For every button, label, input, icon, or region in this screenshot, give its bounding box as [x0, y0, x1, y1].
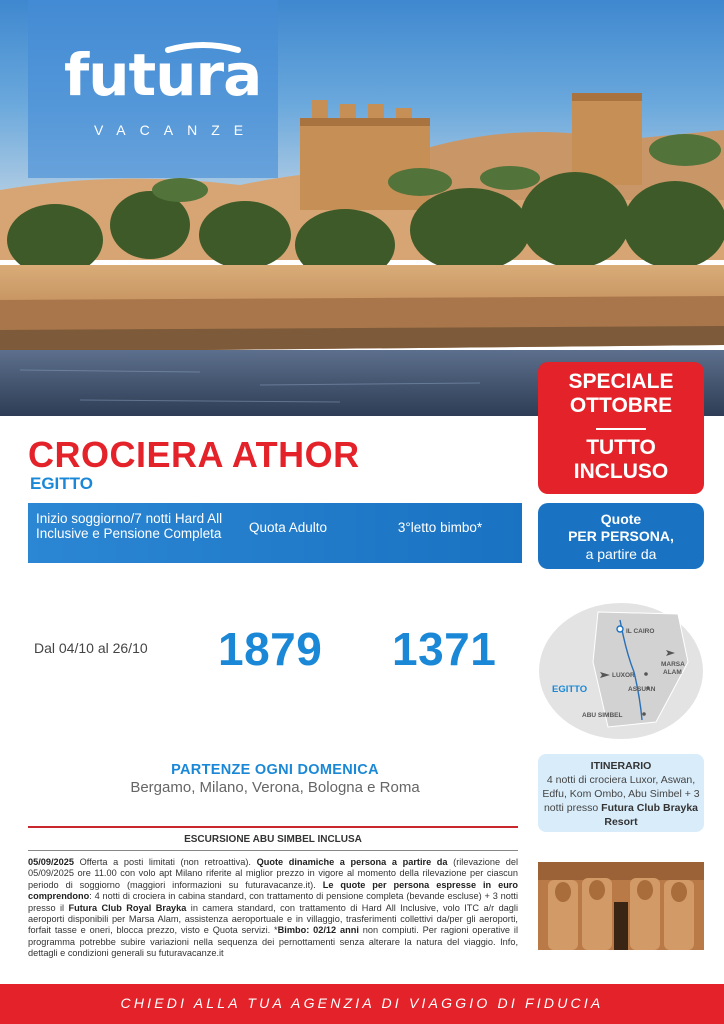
fine-print-text-1: Offerta a posti limitati (non retroattiva).	[73, 857, 257, 867]
map-country-label: EGITTO	[552, 684, 588, 695]
map-city-abu-simbel: ABU SIMBEL	[582, 712, 623, 719]
fine-print-bold-3: Futura Club Royal Brayka	[68, 902, 187, 913]
abu-simbel-photo	[538, 862, 704, 950]
special-divider	[596, 428, 646, 430]
excursion-label: ESCURSIONE ABU SIMBEL INCLUSA	[184, 834, 362, 845]
fine-print-text-3: : 4 notti di crociera in cabina standard, con trattamento di pensione completa (bevande escluse) + 3 notti presso il	[28, 891, 518, 913]
svg-text:ALAM: ALAM	[663, 669, 682, 676]
itinerary-text: 4 notti di crociera Luxor, Aswan, Edfu, Kom Ombo, Abu Simbel + 3 notti presso	[542, 774, 700, 814]
destination-subtitle: EGITTO	[30, 474, 93, 493]
departures-section	[28, 762, 522, 796]
footer-banner	[0, 984, 724, 1024]
map-city-luxor: LUXOR	[612, 672, 635, 679]
itinerary-box	[538, 754, 704, 832]
fine-print-date: 05/09/2025	[28, 857, 74, 867]
fine-print-text-5: non compiuti. Per ragioni operative il programma potrebbe subire variazioni nella sequenza dei pernottamenti senza alterare la natura del viaggio. Info, dettagli e condizioni generali su futuravacanze.it	[28, 925, 518, 959]
logo-wordmark: futura	[64, 41, 262, 109]
page-title: CROCIERA ATHOR	[28, 434, 360, 475]
itinerary-title: ITINERARIO	[590, 760, 652, 772]
fine-print	[28, 857, 518, 960]
fine-print-text-4: in camera standard, con trattamento di Hard All Inclusive, volo ITC a/r dagli aeroporti disponibili per Marsa Alam, assistenza aeroportuale e in villaggio, trasferimenti collettivi da/per gli aeroporti, forfait tasse e oneri, blocca prezzo, visto e Quota servizi. *	[28, 902, 518, 936]
logo-subtitle: VACANZE	[94, 122, 258, 138]
adult-price: 1879	[218, 623, 323, 675]
all-inclusive-label: TUTTO INCLUSO	[573, 436, 669, 483]
date-range: Dal 04/10 al 26/10	[34, 640, 148, 656]
egypt-map	[538, 602, 704, 740]
starting-from-label: a partire da	[585, 546, 657, 562]
cairo-marker	[617, 626, 623, 632]
luxor-marker	[644, 672, 648, 676]
map-city-cairo: IL CAIRO	[626, 628, 655, 635]
fine-print-bold-1: Quote dinamiche a persona a partire da	[256, 857, 448, 867]
child-price: 1371	[392, 623, 497, 675]
fine-print-bold-4: Bimbo: 02/12 anni	[277, 925, 359, 936]
section-divider-red	[28, 826, 518, 828]
per-person-label: PER PERSONA,	[568, 528, 674, 544]
stay-info-label: Inizio soggiorno/7 notti Hard All Inclusive e Pensione Completa	[36, 511, 223, 541]
svg-text:MARSA: MARSA	[661, 661, 685, 668]
abu-simbel-marker	[642, 712, 646, 716]
abu-simbel-illustration	[538, 862, 704, 950]
quote-label: Quote	[600, 511, 642, 527]
departures-title: PARTENZE OGNI DOMENICA	[171, 762, 379, 778]
footer-text: CHIEDI ALLA TUA AGENZIA DI VIAGGIO DI FIDUCIA	[120, 995, 604, 1011]
pricing-header-bar	[28, 503, 522, 563]
map-city-marsa-alam	[661, 661, 685, 676]
fine-print-bold-2: Le quote per persona espresse in euro comprendono	[28, 879, 518, 902]
child-quote-label: 3°letto bimbo*	[397, 520, 483, 535]
departure-cities: Bergamo, Milano, Verona, Bologna e Roma	[130, 779, 420, 796]
brand-logo	[28, 0, 278, 178]
per-person-box	[538, 503, 704, 569]
adult-quote-label: Quota Adulto	[248, 520, 328, 535]
fine-print-text-2: (rilevazione del 05/09/2025 ore 11.00 con volo apt Milano riferite al miglior prezzo in vigore al momento della rilevazione per ciascun periodo di soggiorno (maggiori informazioni su futuravacanze.it).	[28, 857, 518, 890]
itinerary-resort: Futura Club Brayka Resort	[601, 802, 699, 828]
section-divider-grey	[28, 850, 518, 851]
special-offer-badge	[538, 362, 704, 494]
map-city-assuan: ASSUAN	[628, 686, 656, 693]
map-illustration	[538, 602, 704, 740]
special-offer-title: SPECIALE OTTOBRE	[568, 370, 674, 417]
